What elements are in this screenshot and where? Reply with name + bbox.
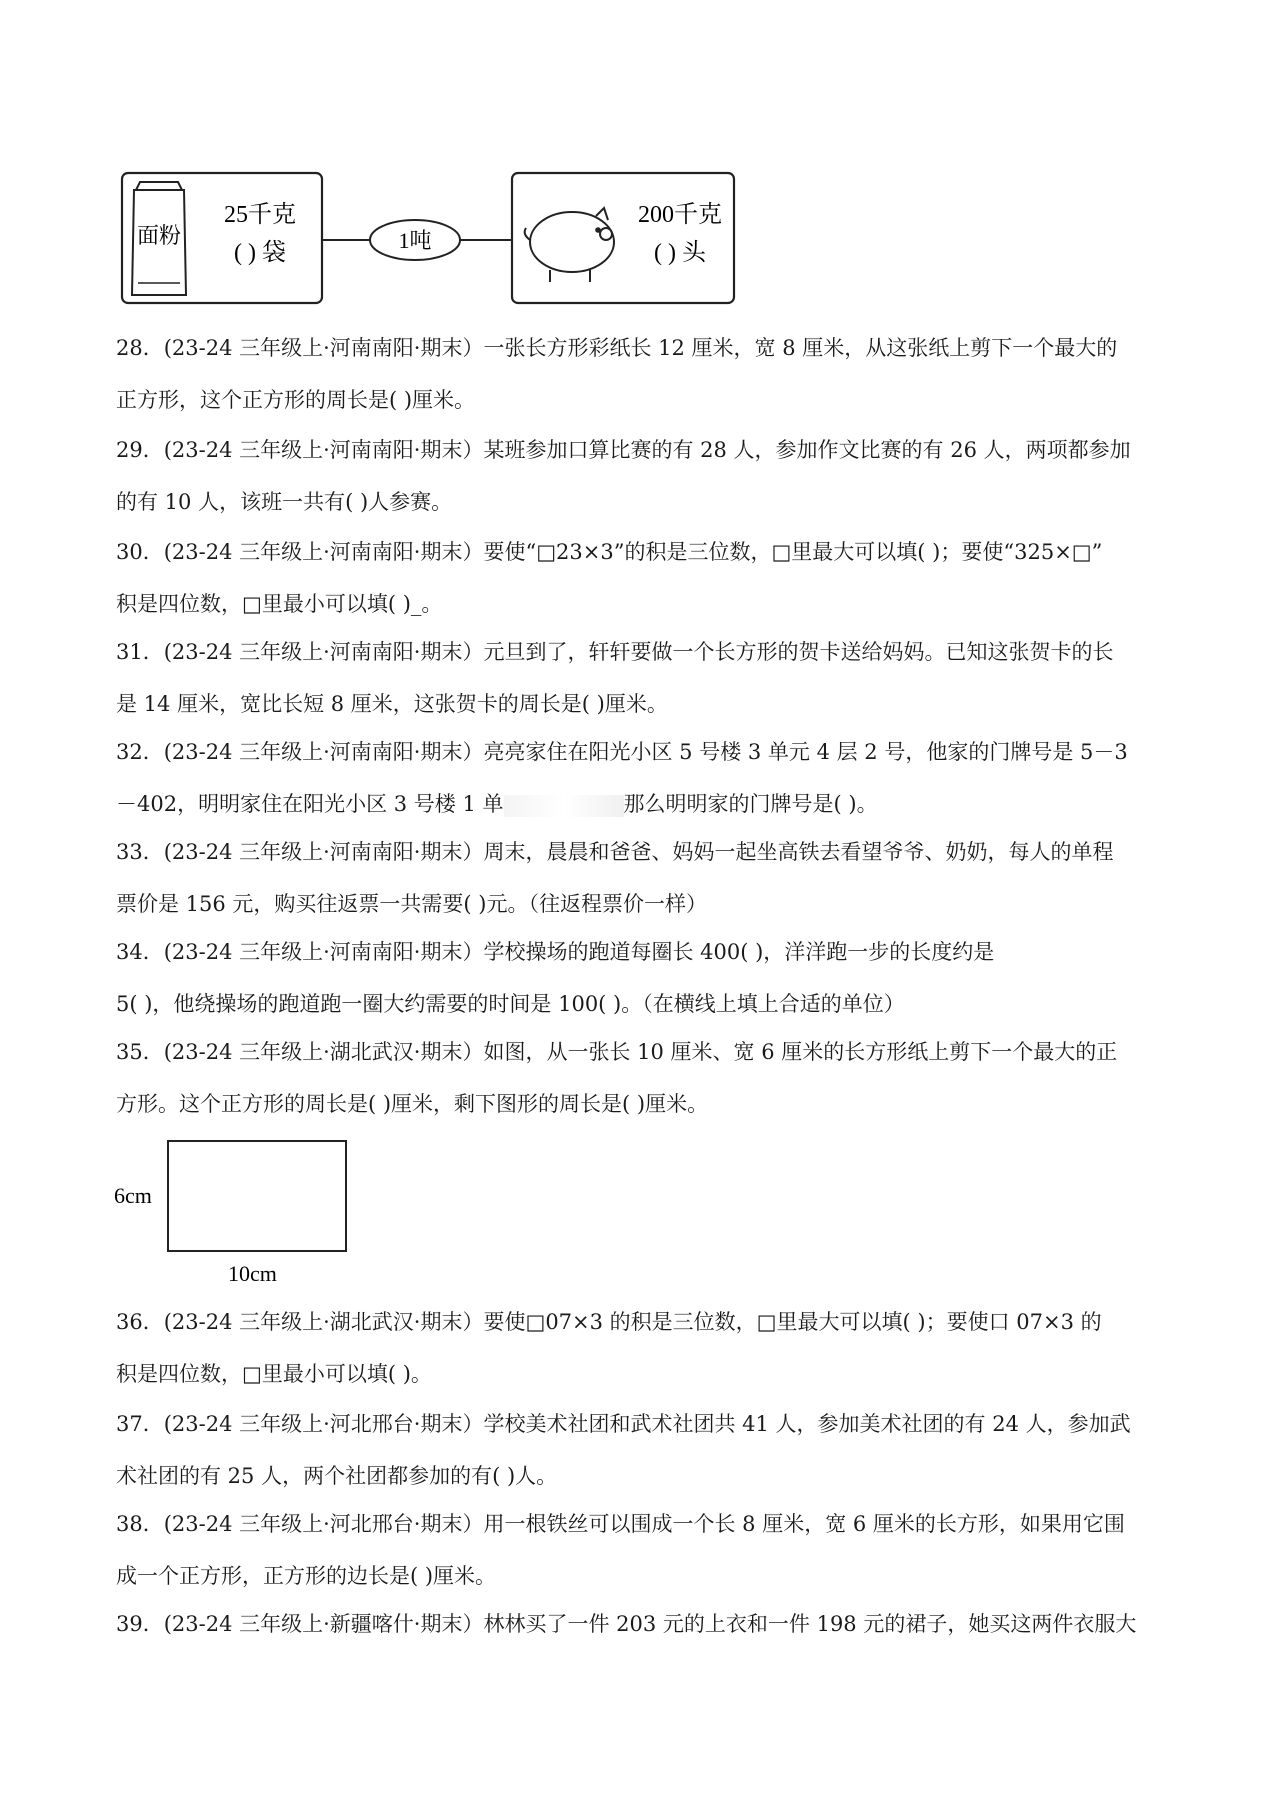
question-line: 成一个正方形，正方形的边长是( )厘米。 xyxy=(116,1564,497,1588)
question-34 xyxy=(116,926,1164,1030)
question-line: 31．(23-24 三年级上·河南南阳·期末）元旦到了，轩轩要做一个长方形的贺卡送给妈妈。已知这张贺卡的长 xyxy=(116,640,1114,664)
obscured-area xyxy=(504,795,624,817)
question-line: 28．(23-24 三年级上·河南南阳·期末）一张长方形彩纸长 12 厘米，宽 8 厘米，从这张纸上剪下一个最大的 xyxy=(116,336,1118,360)
question-line: 票价是 156 元，购买往返票一共需要( )元。（往返程票价一样） xyxy=(116,892,707,916)
question-line: 正方形，这个正方形的周长是( )厘米。 xyxy=(116,388,476,412)
question-line: 39．(23-24 三年级上·新疆喀什·期末）林林买了一件 203 元的上衣和一件 198 元的裙子，她买这两件衣服大 xyxy=(116,1612,1137,1636)
height-label: 6cm xyxy=(114,1183,152,1208)
question-39 xyxy=(116,1598,1164,1650)
question-fragment: 那么明明家的门牌号是( )。 xyxy=(623,792,878,816)
question-line xyxy=(116,778,1164,830)
question-30 xyxy=(116,526,1164,630)
question-line: 积是四位数，□里最小可以填( )_。 xyxy=(116,592,443,616)
question-line: 36．(23-24 三年级上·湖北武汉·期末）要使□07×3 的积是三位数，□里最大可以填( )；要使口 07×3 的 xyxy=(116,1310,1102,1334)
flour-weight: 25千克 xyxy=(224,202,296,228)
question-line: 积是四位数，□里最小可以填( )。 xyxy=(116,1362,432,1386)
rectangle-shape xyxy=(168,1141,346,1251)
question-38 xyxy=(116,1498,1164,1602)
question-35 xyxy=(116,1026,1164,1130)
question-line: 方形。这个正方形的周长是( )厘米，剩下图形的周长是( )厘米。 xyxy=(116,1092,709,1116)
question-line: 33．(23-24 三年级上·河南南阳·期末）周末，晨晨和爸爸、妈妈一起坐高铁去看望爷爷、奶奶，每人的单程 xyxy=(116,840,1114,864)
question-line: 是 14 厘米，宽比长短 8 厘米，这张贺卡的周长是( )厘米。 xyxy=(116,692,668,716)
question-29 xyxy=(116,424,1164,528)
question-37 xyxy=(116,1398,1164,1502)
question-line: 的有 10 人，该班一共有( )人参赛。 xyxy=(116,490,453,514)
pig-weight: 200千克 xyxy=(638,202,722,228)
question-line: 32．(23-24 三年级上·河南南阳·期末）亮亮家住在阳光小区 5 号楼 3 单元 4 层 2 号，他家的门牌号是 5－3 xyxy=(116,740,1128,764)
rectangle-figure xyxy=(110,1135,370,1295)
question-fragment: －402，明明家住在阳光小区 3 号楼 1 单 xyxy=(116,792,504,816)
question-31 xyxy=(116,626,1164,730)
center-label: 1吨 xyxy=(398,228,432,253)
question-line: 38．(23-24 三年级上·河北邢台·期末）用一根铁丝可以围成一个长 8 厘米，宽 6 厘米的长方形，如果用它围 xyxy=(116,1512,1125,1536)
question-32 xyxy=(116,726,1164,830)
question-36 xyxy=(116,1296,1164,1400)
pig-box xyxy=(512,173,734,303)
flour-unit-blank: ( ) 袋 xyxy=(234,240,286,266)
question-line: 5( )，他绕操场的跑道跑一圈大约需要的时间是 100( )。（在横线上填上合适的单位） xyxy=(116,992,905,1016)
question-line: 35．(23-24 三年级上·湖北武汉·期末）如图，从一张长 10 厘米、宽 6 厘米的长方形纸上剪下一个最大的正 xyxy=(116,1040,1118,1064)
question-line: 29．(23-24 三年级上·河南南阳·期末）某班参加口算比赛的有 28 人，参加作文比赛的有 26 人，两项都参加 xyxy=(116,438,1131,462)
width-label: 10cm xyxy=(228,1261,277,1286)
question-28 xyxy=(116,322,1164,426)
pig-icon xyxy=(525,208,614,282)
flour-pig-figure xyxy=(120,170,740,310)
flour-label: 面粉 xyxy=(136,223,182,248)
question-line: 30．(23-24 三年级上·河南南阳·期末）要使“□23×3”的积是三位数，□里最大可以填( )；要使“325×□” xyxy=(116,540,1103,564)
question-line: 34．(23-24 三年级上·河南南阳·期末）学校操场的跑道每圈长 400( )，洋洋跑一步的长度约是 xyxy=(116,940,995,964)
pig-unit-blank: ( ) 头 xyxy=(654,240,706,266)
question-33 xyxy=(116,826,1164,930)
question-line: 术社团的有 25 人，两个社团都参加的有( )人。 xyxy=(116,1464,558,1488)
question-line: 37．(23-24 三年级上·河北邢台·期末）学校美术社团和武术社团共 41 人，参加美术社团的有 24 人，参加武 xyxy=(116,1412,1131,1436)
